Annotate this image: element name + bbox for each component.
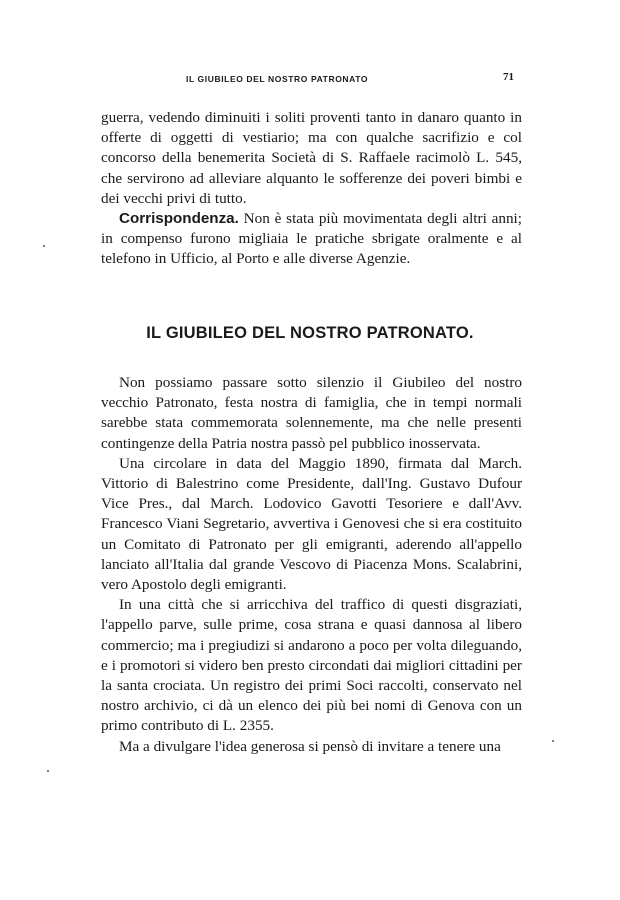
section-title: IL GIUBILEO DEL NOSTRO PATRONATO. xyxy=(146,324,474,342)
body-paragraph: Ma a divulgare l'idea generosa si pensò di invitare a tenere una xyxy=(119,737,501,755)
body-paragraph: Una circolare in data del Maggio 1890, firmata dal March. Vittorio di Balestrino come Presidente, dall'Ing. Gustavo Dufour Vice Pres., dal March. Lodovico Gavotti Tesoriere e dall'Avv. Francesco Viani Segretario, avvertiva i Genovesi che si era costituito un Comitato di Patronato per gli emigranti, aderendo all'appello lanciato all'Italia dal grande Vescovo di Piacenza Mons. Scalabrini, vero Apostolo degli emigranti. xyxy=(101,454,522,594)
body-paragraph: Non possiamo passare sotto silenzio il Giubileo del nostro vecchio Patronato, festa nostra di famiglia, che in tempi normali sarebbe stata commemorata solennemente, ma che nelle presenti contingenze della Patria nostra passò pel pubblico inosservata. xyxy=(101,374,522,452)
correspondence-text: Non è stata più movimentata degli altri anni; in compenso furono migliaia le pratiche sbrigate oralmente e al telefono in Ufficio, al Porto e alle diverse Agenzie. xyxy=(101,210,522,268)
correspondence-paragraph xyxy=(101,209,522,270)
correspondence-label: Corrispondenza. xyxy=(119,210,239,228)
continuation-block xyxy=(101,108,522,270)
page-number: 71 xyxy=(503,71,514,83)
paper-speck xyxy=(552,740,554,742)
paper-speck xyxy=(43,245,45,247)
running-header: IL GIUBILEO DEL NOSTRO PATRONATO xyxy=(186,74,369,84)
continuation-paragraph: guerra, vedendo diminuiti i soliti proventi tanto in danaro quanto in offerte di oggetti di vestiario; ma con qualche sacrifizio e col concorso della benemerita Società di S. Raffaele racimolò L. 545, che servirono ad alleviare alquanto le sofferenze dei poveri bimbi e dei vecchi privi di tutto. xyxy=(101,109,522,207)
body-paragraph: In una città che si arricchiva del traffico di questi disgraziati, l'appello parve, sulle prime, cosa strana e quasi dannosa al libero commercio; ma i pregiudizi si andarono a poco per volta dileguando, e i promotori si videro ben presto circondati dai migliori cittadini per la santa crociata. Un registro dei primi Soci raccolti, conservato nel nostro archivio, ci dà un elenco dei più bei nomi di Genova con un primo contributo di L. 2355. xyxy=(101,596,522,735)
paper-speck xyxy=(47,770,49,772)
section-body xyxy=(101,373,522,757)
